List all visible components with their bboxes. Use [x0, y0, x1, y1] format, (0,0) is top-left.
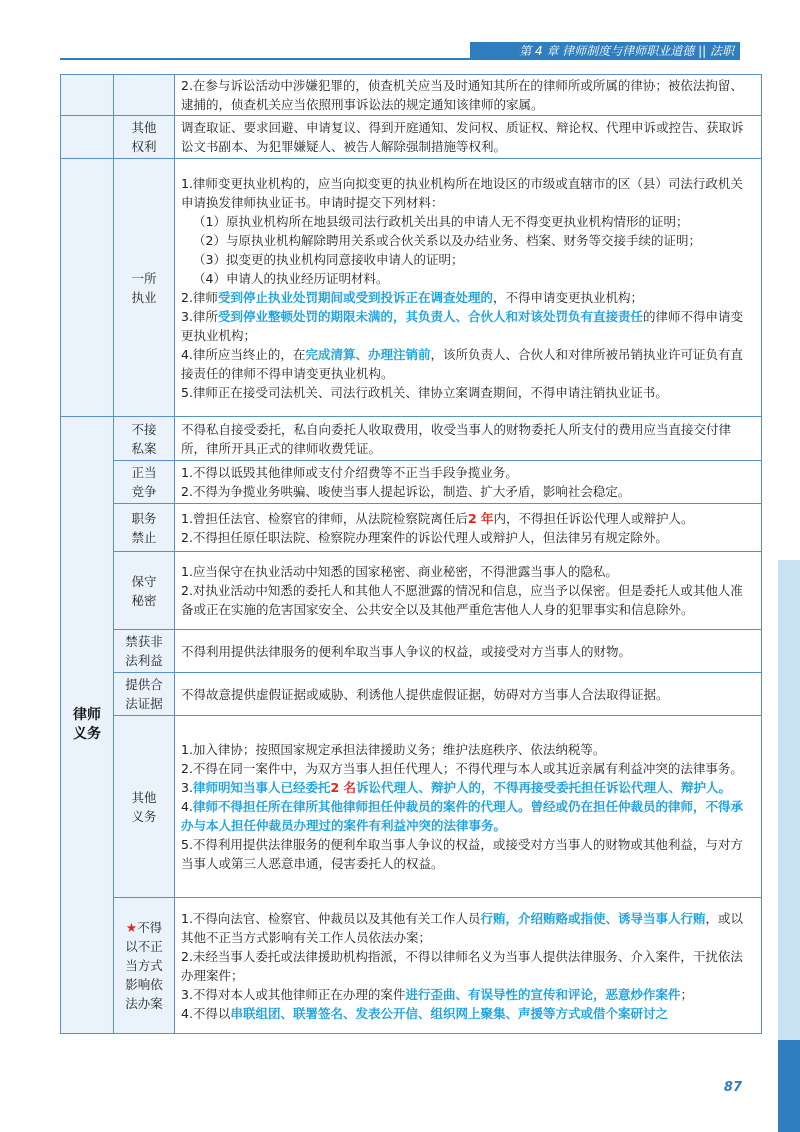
row-label: ★不得 以不正 当方式 影响依 法办案 [114, 898, 175, 1034]
table-row [61, 630, 762, 673]
row-label: 其他 义务 [114, 716, 175, 898]
cell-text: 1.加入律协；按照国家规定承担法律援助义务；维护法庭秩序、依法纳税等。 2.不得在同一案件中，为双方当事人担任代理人；不得代理与本人或其近亲属有利益冲突的法律事务。 3.律师明知当事人已经委托2 名诉讼代理人、辩护人的，不得再接受委托担任诉讼代理人、辩护人。 4.律师不得担任所在律所其他律师担任仲裁员的案件的代理人。曾经或仍在担任仲裁员的律师，不得承办与本人担任仲裁员办理过的案件有利益冲突的法律事务。 5.不得利用提供法律服务的便利牟取当事人争议的权益，或接受对方当事人的财物或其他利益，与对方当事人或第三人恶意串通，侵害委托人的权益。 [175, 716, 762, 898]
cell-text: 不得故意提供虚假证据或威胁、利诱他人提供虚假证据，妨碍对方当事人合法取得证据。 [175, 673, 762, 716]
table-row [61, 898, 762, 1034]
table-row [61, 116, 762, 159]
star-icon: ★ [125, 920, 138, 935]
cell-text: 不得利用提供法律服务的便利牟取当事人争议的权益，或接受对方当事人的财物。 [175, 630, 762, 673]
table-row [61, 461, 762, 504]
table-row [61, 716, 762, 898]
cell-text: 2.在参与诉讼活动中涉嫌犯罪的，侦查机关应当及时通知其所在的律师所或所属的律协；被依法拘留、逮捕的，侦查机关应当依照刑事诉讼法的规定通知该律师的家属。 [175, 75, 762, 116]
side-decoration-dark [778, 1040, 800, 1132]
section-label-duties: 律师 义务 [61, 417, 114, 1034]
side-decoration [778, 560, 800, 1040]
content-table-wrapper [60, 74, 744, 1034]
table-row [61, 552, 762, 630]
cell-text: 1.曾担任法官、检察官的律师，从法院检察院离任后2 年内，不得担任诉讼代理人或辩护人。 2.不得担任原任职法院、检察院办理案件的诉讼代理人或辩护人，但法律另有规定除外。 [175, 504, 762, 552]
chapter-title: 第 4 章 律师制度与律师职业道德 || 法职 [470, 42, 740, 60]
cell-text: 1.应当保守在执业活动中知悉的国家秘密、商业秘密，不得泄露当事人的隐私。 2.对执业活动中知悉的委托人和其他人不愿泄露的情况和信息，应当予以保密。但是委托人或其他人准备或正在实施的危害国家安全、公共安全以及其他严重危害他人人身的犯罪事实和信息除外。 [175, 552, 762, 630]
page-number: 87 [723, 1080, 742, 1095]
row-label: 不接 私案 [114, 417, 175, 461]
table-row [61, 159, 762, 417]
cell-text: 不得私自接受委托，私自向委托人收取费用，收受当事人的财物委托人所支付的费用应当直接交付律所，律所开具正式的律师收费凭证。 [175, 417, 762, 461]
table-row [61, 504, 762, 552]
row-label: 禁获非 法利益 [114, 630, 175, 673]
page-header [60, 42, 740, 60]
header-rule [60, 58, 470, 60]
table-row [61, 417, 762, 461]
cell-text: 调查取证、要求回避、申请复议、得到开庭通知、发问权、质证权、辩论权、代理申诉或控告、获取诉讼文书副本、为犯罪嫌疑人、被告人解除强制措施等权利。 [175, 116, 762, 159]
row-label: 一所 执业 [114, 159, 175, 417]
row-label: 保守 秘密 [114, 552, 175, 630]
row-label: 职务 禁止 [114, 504, 175, 552]
cell-text: 1.律师变更执业机构的，应当向拟变更的执业机构所在地设区的市级或直辖市的区（县）司法行政机关申请换发律师执业证书。申请时提交下列材料： （1）原执业机构所在地县级司法行政机关出具的申请人无不得变更执业机构情形的证明； （2）与原执业机构解除聘用关系或合伙关系以及办结业务、档案、财务等交接手续的证明； （3）拟变更的执业机构同意接收申请人的证明； （4）申请人的执业经历证明材料。 2.律师受到停止执业处罚期间或受到投诉正在调查处理的，不得申请变更执业机构； 3.律所受到停业整顿处罚的期限未满的，其负责人、合伙人和对该处罚负有直接责任的律师不得申请变更执业机构； 4.律所应当终止的，在完成清算、办理注销前，该所负责人、合伙人和对律所被吊销执业许可证负有直接责任的律师不得申请变更执业机构。 5.律师正在接受司法机关、司法行政机关、律协立案调查期间，不得申请注销执业证书。 [175, 159, 762, 417]
cell-text: 1.不得以诋毁其他律师或支付介绍费等不正当手段争揽业务。 2.不得为争揽业务哄骗、唆使当事人提起诉讼，制造、扩大矛盾，影响社会稳定。 [175, 461, 762, 504]
row-label: 其他 权利 [114, 116, 175, 159]
row-label: 提供合 法证据 [114, 673, 175, 716]
row-label: 正当 竞争 [114, 461, 175, 504]
table-row [61, 75, 762, 116]
table-row [61, 673, 762, 716]
lawyer-duties-table [60, 74, 762, 1034]
cell-text: 1.不得向法官、检察官、仲裁员以及其他有关工作人员行贿，介绍贿赂或指使、诱导当事人行贿，或以其他不正当方式影响有关工作人员依法办案； 2.未经当事人委托或法律援助机构指派，不得以律师名义为当事人提供法律服务、介入案件，干扰依法办理案件； 3.不得对本人或其他律师正在办理的案件进行歪曲、有误导性的宣传和评论，恶意炒作案件； 4.不得以串联组团、联署签名、发表公开信、组织网上聚集、声援等方式或借个案研讨之 [175, 898, 762, 1034]
